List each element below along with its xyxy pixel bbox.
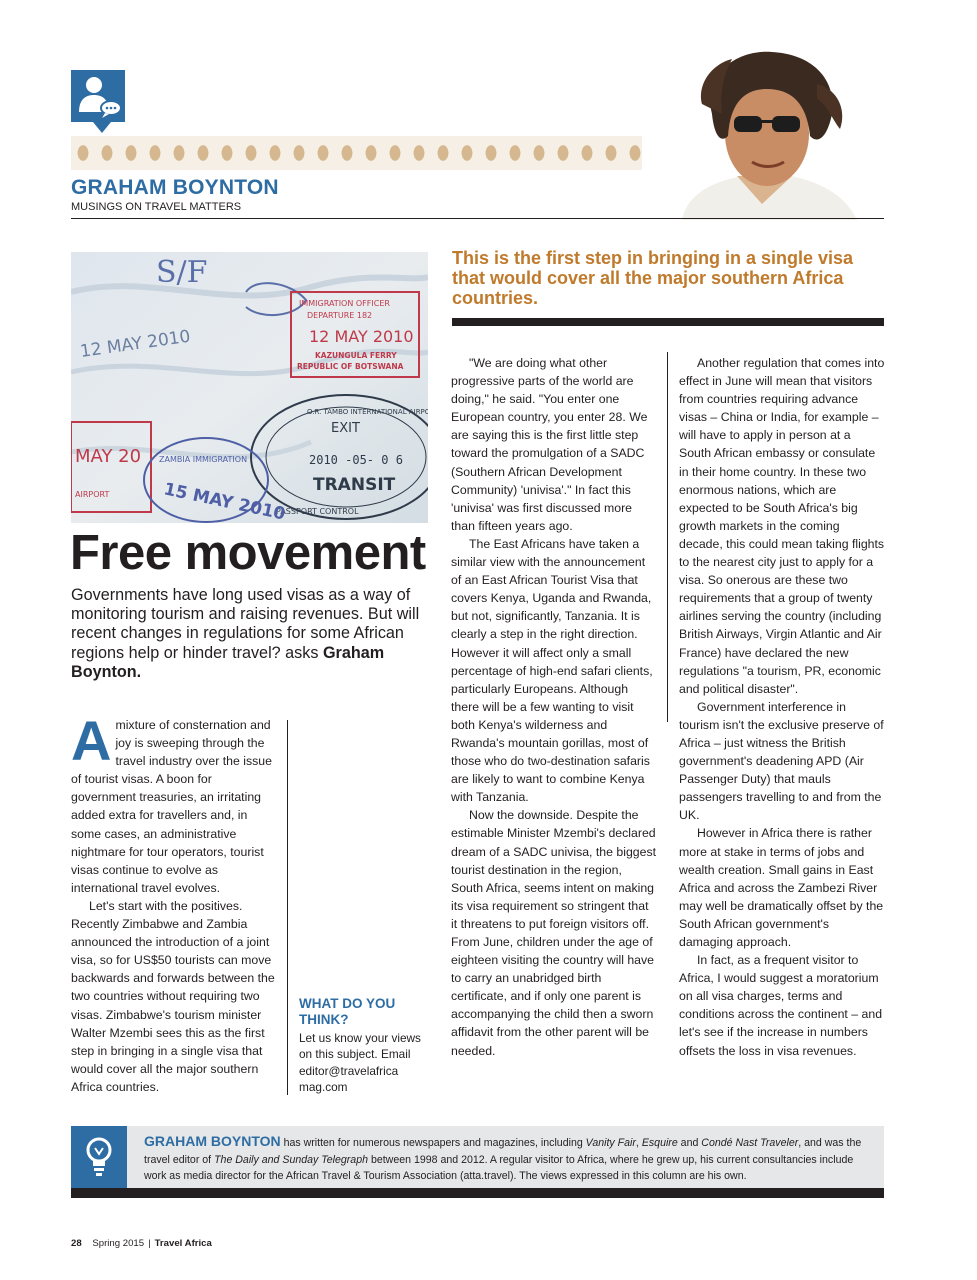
body-paragraph: Amixture of consternation and joy is sweeping through the travel industry over the issue of tourist visas. A boon for government treasuries, an irritating added extra for travellers and, in some cases, an administrative nightmare for tour operators, tourist visas continue to evolve as international travel evolves. [71, 709, 272, 895]
stamp-text: AIRPORT [75, 490, 110, 499]
article-headline: Free movement [70, 526, 426, 580]
stamp-text: 15 MAY 2010 [161, 479, 287, 523]
passport-stamps-photo [71, 252, 428, 523]
sidebar-text: Let us know your views on this subject. Email editor@travelafrica mag.com [299, 1031, 421, 1095]
bio-icon-panel [71, 1126, 127, 1188]
bio-box-bottom-rule [71, 1188, 884, 1198]
stamp-text: DEPARTURE 182 [307, 311, 373, 320]
column-header-icon [71, 70, 125, 122]
pull-quote-rule [452, 318, 884, 326]
stamp-text: TRANSIT [313, 475, 396, 495]
body-paragraph: Another regulation that comes into effect in June will mean that visitors from countries requiring advance visas – China or India, for example – will have to apply in person at a South African embassy or consulate in their home country. In these two enormous nations, which are expected to be South Africa's big growth markets in the coming decade, this could mean taking flights to the nearest city just to apply for a visa. So onerous are these two requirements that a group of twenty airlines serving the country (including British Airways, Virgin Atlantic and Air France) have declared the new regulations "a tourism, PR, economic and political disaster". [679, 356, 885, 696]
stamp-text: 12 MAY 2010 [78, 326, 192, 362]
stamp-text: S/F [156, 255, 208, 290]
body-paragraph: The East Africans have taken a similar view with the announcement of an East African Tourist Visa that covers Kenya, Uganda and Rwanda, but not, significantly, Tanzania. It is clearly a step in the right direction. However it will affect only a small percentage of high-end safari clients, particularly Europeans. Although there will be a few wanting to visit both Kenya's wilderness and Rwanda's mountain gorillas, most of those who do two-destination safaris are likely to want to combine Kenya with Tanzania. [451, 536, 653, 805]
column-divider [287, 720, 288, 1095]
stamp-text: EXIT [331, 421, 360, 436]
stamp-text: MAY 20 [75, 446, 142, 467]
magazine-name: Travel Africa [154, 1238, 212, 1249]
stamp-text: ZAMBIA IMMIGRATION [159, 455, 248, 464]
stamp-text: KAZUNGULA FERRY [315, 351, 397, 360]
article-column-3 [679, 354, 885, 1060]
body-paragraph: "We are doing what other progressive parts of the world are doing," he said. "You enter one European country, you enter 28. We are saying this is the first little step toward the promulgation of a SADC (Southern African Development Community) 'univisa'." In fact this 'univisa' was first discussed more than fifteen years ago. [451, 356, 648, 533]
stamp-text: O.R. TAMBO INTERNATIONAL AIRPORT [307, 408, 428, 416]
stamp-text: 12 MAY 2010 [309, 327, 414, 346]
header-divider [71, 218, 884, 219]
body-paragraph: Now the downside. Despite the estimable Minister Mzembi's declared dream of a SADC univisa, the biggest tourist destination in the region, South Africa, seems intent on making its visa requirement so stringent that it threatens to put foreign visitors off. From June, children under the age of eighteen visiting the country will have to carry an unabridged birth certificate, and if only one parent is accompanying the child then a sworn affidavit from the other parent will be needed. [451, 808, 657, 1058]
footer-separator: | [148, 1238, 151, 1249]
page-number: 28 [71, 1238, 82, 1249]
pull-quote: This is the first step in bringing in a single visa that would cover all the major southern Africa countries. [452, 248, 854, 308]
body-paragraph: Let's start with the positives. Recently Zimbabwe and Zambia announced the introduction of a joint visa, so for US$50 tourists can move backwards and forwards between the two countries without requiring two visas. Zimbabwe's tourism minister Walter Mzembi sees this as the first step in bringing in a single visa that would cover all the major southern Africa countries. [71, 898, 275, 1094]
column-divider [667, 352, 668, 722]
column-title: MUSINGS ON TRAVEL MATTERS [71, 201, 242, 213]
standfirst-text: Governments have long used visas as a way of monitoring tourism and raising revenues. But will recent changes in regulations for some African regions help or hinder travel? asks [71, 586, 420, 662]
body-paragraph: However in Africa there is rather more at stake in terms of jobs and wealth creation. Small gains in East Africa and across the Zambezi River may well be dramatically offset by the South African government's damaging approach. [679, 826, 884, 949]
sidebar-title: WHAT DO YOU THINK? [299, 996, 396, 1027]
author-photo [642, 44, 892, 220]
author-bio-text: GRAHAM BOYNTON has written for numerous newspapers and magazines, including Vanity Fair, Esquire and Condé Nast Traveler, and was the travel editor of The Daily and Sunday Telegraph between 1998 and 2012. A regular visitor to Africa, where he grew up, his current consultancies include work as media director for the African Travel & Tourism Association (atta.travel). The views expressed in this column are his own. [144, 1133, 862, 1183]
lightbulb-icon [71, 1126, 127, 1188]
bio-author-name: GRAHAM BOYNTON [144, 1133, 281, 1149]
stamp-text: 2010 -05- 0 6 [309, 453, 403, 467]
stamp-text: REPUBLIC OF BOTSWANA [297, 362, 404, 371]
article-column-2 [451, 354, 657, 1060]
article-column-1 [71, 709, 277, 1096]
body-paragraph: In fact, as a frequent visitor to Africa, I would suggest a moratorium on all visa charges, terms and conditions across the continent – and let's see if the increase in numbers offsets the loss in visa revenues. [679, 953, 883, 1058]
author-name-header: GRAHAM BOYNTON [71, 176, 279, 199]
body-paragraph: Government interference in tourism isn't the exclusive preserve of Africa – just witness the British government's deadening APD (Air Passenger Duty) that mauls passengers travelling to and from the UK. [679, 699, 884, 823]
drop-cap: A [71, 709, 112, 772]
stamp-text: IMMIGRATION OFFICER [299, 299, 390, 308]
issue-label: Spring 2015 [92, 1238, 145, 1249]
article-standfirst [71, 586, 421, 682]
page-footer [71, 1238, 212, 1249]
standfirst-byline: Graham Boynton. [71, 643, 385, 681]
person-speech-icon [71, 70, 125, 122]
stamp-text: PASSPORT CONTROL [276, 507, 359, 516]
